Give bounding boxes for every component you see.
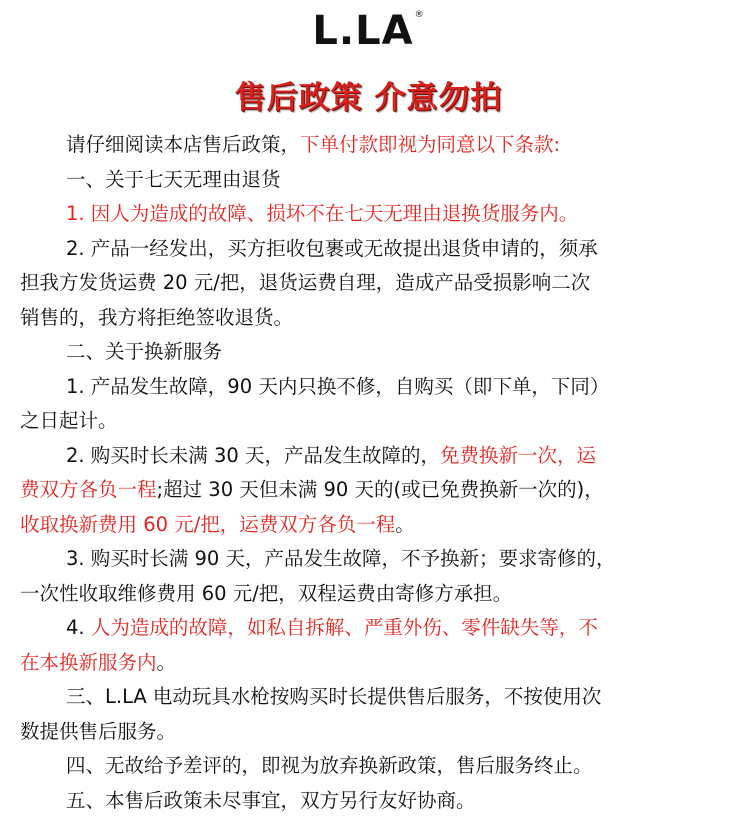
registered-mark: ® (414, 10, 425, 20)
section-1-heading: 一、关于七天无理由退货 (66, 167, 281, 191)
section-2-item-2-highlight-cont: 费双方各负一程 (20, 478, 157, 501)
section-1-item-1: 1. 因人为造成的故障、损坏不在七天无理由退换货服务内。 (66, 202, 579, 225)
section-2-item-4-highlight: 人为造成的故障，如私自拆解、严重外伤、零件缺失等，不 (90, 616, 598, 639)
section-3-line-2: 数提供售后服务。 (20, 719, 177, 743)
section-1-item-2-line-2: 担我方发货运费 20 元/把，退货运费自理，造成产品受损影响二次 (20, 271, 591, 294)
section-2-item-1-line-2: 之日起计。 (20, 409, 118, 432)
section-2-item-2-line-3 (20, 508, 720, 543)
intro-line (20, 128, 720, 163)
section-5: 五、本售后政策未尽事宜，双方另行友好协商。 (66, 788, 476, 812)
section-2-item-2-fee: 收取换新费用 60 元/把，运费双方各负一程 (20, 512, 396, 536)
section-2-item-3-line-2: 一次性收取维修费用 60 元/把，双程运费由寄修方承担。 (20, 581, 513, 605)
section-3-line-1: 三、L.LA 电动玩具水枪按购买时长提供售后服务，不按使用次 (66, 685, 602, 708)
section-2-item-2-line-1 (20, 439, 720, 474)
intro-highlight: 下单付款即视为同意以下条款: (300, 133, 561, 156)
section-2-item-2-text-cont: ;超过 30 天但未满 90 天的(或已免费换新一次的)， (156, 478, 604, 501)
section-2-item-4-end: 。 (156, 650, 177, 674)
page-title: 售后政策 介意勿拍 (234, 80, 503, 116)
section-1-item-2-line-1: 2. 产品一经发出，买方拒收包裹或无故提出退货申请的，须承 (66, 236, 598, 260)
brand-logo (0, 8, 737, 54)
section-2-item-2-text: 2. 购买时长未满 30 天，产品发生故障的， (66, 443, 441, 467)
section-2-item-4-line-1 (20, 611, 720, 646)
intro-text: 请仔细阅读本店售后政策， (66, 133, 301, 156)
section-2-item-1-line-1: 1. 产品发生故障，90 天内只换不修，自购买（即下单，下同） (66, 374, 610, 398)
section-2-heading: 二、关于换新服务 (66, 340, 223, 363)
section-2-item-3-line-1: 3. 购买时长满 90 天，产品发生故障，不予换新；要求寄修的， (66, 547, 616, 570)
policy-body (20, 128, 720, 818)
section-4: 四、无故给予差评的，即视为放弃换新政策，售后服务终止。 (66, 754, 593, 777)
section-2-item-4-highlight-cont: 在本换新服务内 (20, 650, 157, 674)
section-2-item-2-end: 。 (395, 512, 415, 536)
brand-logo-text: L.LA (312, 8, 414, 54)
section-2-item-4-line-2 (20, 646, 720, 681)
section-2-item-2-line-2 (20, 473, 720, 508)
section-2-item-4-number: 4. (66, 616, 91, 639)
section-1-item-2-line-3: 销售的，我方将拒绝签收退货。 (20, 305, 294, 329)
section-2-item-2-highlight: 免费换新一次，运 (440, 443, 597, 467)
